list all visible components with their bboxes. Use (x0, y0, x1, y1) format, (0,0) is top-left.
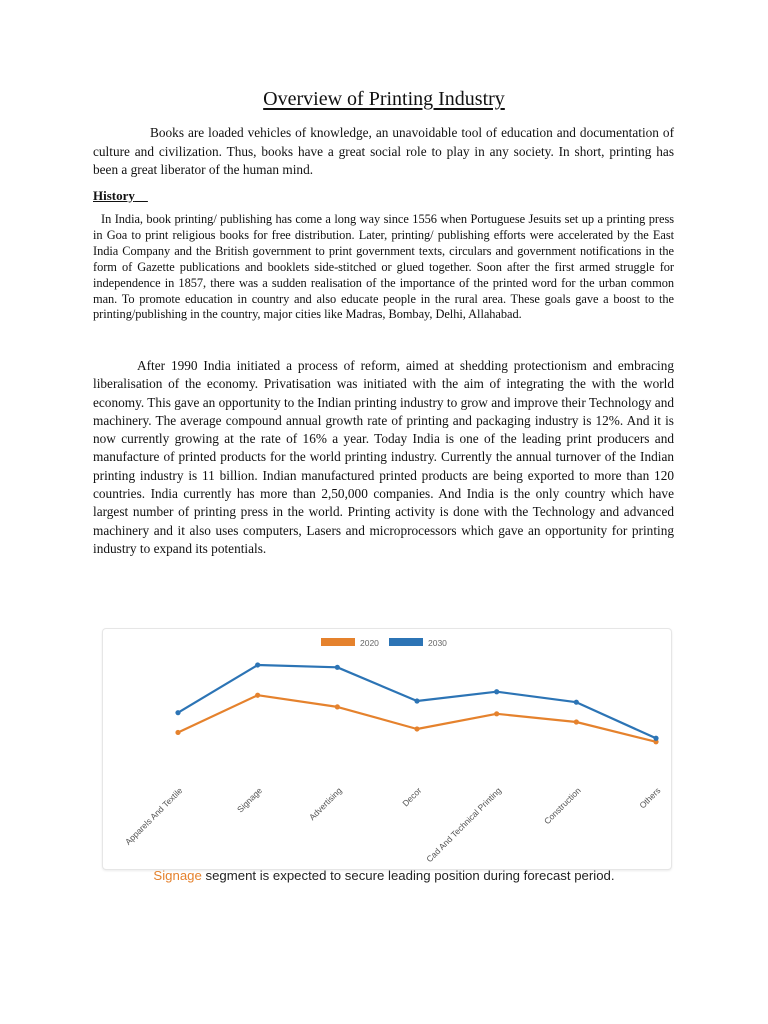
legend-swatch-2030 (389, 638, 423, 646)
point-2030-6 (653, 736, 658, 741)
x-tick-label: Construction (541, 785, 583, 827)
point-2030-1 (255, 662, 260, 667)
caption-highlight: Signage (153, 868, 202, 883)
legend-label-2020: 2020 (360, 638, 379, 648)
point-2020-2 (335, 704, 340, 709)
point-2020-0 (175, 730, 180, 735)
history-heading (93, 188, 148, 204)
x-tick-label: Signage (234, 785, 265, 815)
x-tick-label: Others (637, 785, 663, 811)
point-2030-4 (494, 689, 499, 694)
history-paragraph-1: In India, book printing/ publishing has come a long way since 1556 when Portuguese Jesuits set up a printing press in Goa to print religious books for free distribution. Later, printing/ publishing efforts were accelerated by the East India Company and the British government to print government texts, circulars and government notifications in the form of Gazette publications and booklets side-stitched or glued together. Soon after the first armed struggle for independence in 1857, there was a sudden realisation of the importance of the printed word for the urban common man. To promote education in country and also educate people in the rural area. These goals gave a boost to the printing/publishing in the country, major cities like Madras, Bombay, Delhi, Allahabad. (93, 212, 674, 322)
point-2030-0 (175, 710, 180, 715)
history-paragraph-2: After 1990 India initiated a process of reform, aimed at shedding protectionism and embracing liberalisation of the economy. Privatisation was initiated with the aim of integrating the with the world economy. This gave an opportunity to the Indian printing industry to grow and improve their Technology and machinery. The average compound annual growth rate of printing and packaging industry is 12%. And it is now currently growing at the rate of 16% a year. Today India is one of the leading print producers and manufacture of printed products for the world printing industry. Currently the annual turnover of the Indian printing industry is 11 billion. Indian manufactured printed products are being exported to more than 120 countries. India currently has more than 2,50,000 companies. And India is the only country which have largest number of printing press in the world. Printing activity is done with the Technology and advanced machinery and it also uses computers, Lasers and microprocessors which gave an opportunity for printing industry to expand its potentials. (93, 358, 674, 556)
point-2030-3 (414, 698, 419, 703)
x-tick-label: Cad And Technical Printing (424, 785, 504, 865)
point-2020-5 (574, 719, 579, 724)
page-title: Overview of Printing Industry (263, 88, 505, 110)
point-2020-1 (255, 693, 260, 698)
x-tick-label: Advertising (306, 785, 344, 823)
chart-caption (0, 868, 768, 883)
x-tick-label: Apparels And Textile (122, 785, 185, 847)
legend-swatch-2020 (321, 638, 355, 646)
point-2020-4 (494, 711, 499, 716)
caption-text: segment is expected to secure leading position during forecast period. (201, 868, 615, 883)
point-2020-3 (414, 726, 419, 731)
line-chart-svg (103, 629, 671, 869)
intro-paragraph: Books are loaded vehicles of knowledge, an unavoidable tool of education and documentation of culture and civilization. Thus, books have a great social role to play in any society. In short, printing has been a great liberator of the human mind. (93, 125, 674, 177)
legend-label-2030: 2030 (428, 638, 447, 648)
line-chart (102, 628, 672, 870)
x-tick-label: Decor (400, 785, 424, 809)
point-2030-2 (335, 665, 340, 670)
point-2030-5 (574, 700, 579, 705)
history-heading-text: History (93, 188, 135, 203)
